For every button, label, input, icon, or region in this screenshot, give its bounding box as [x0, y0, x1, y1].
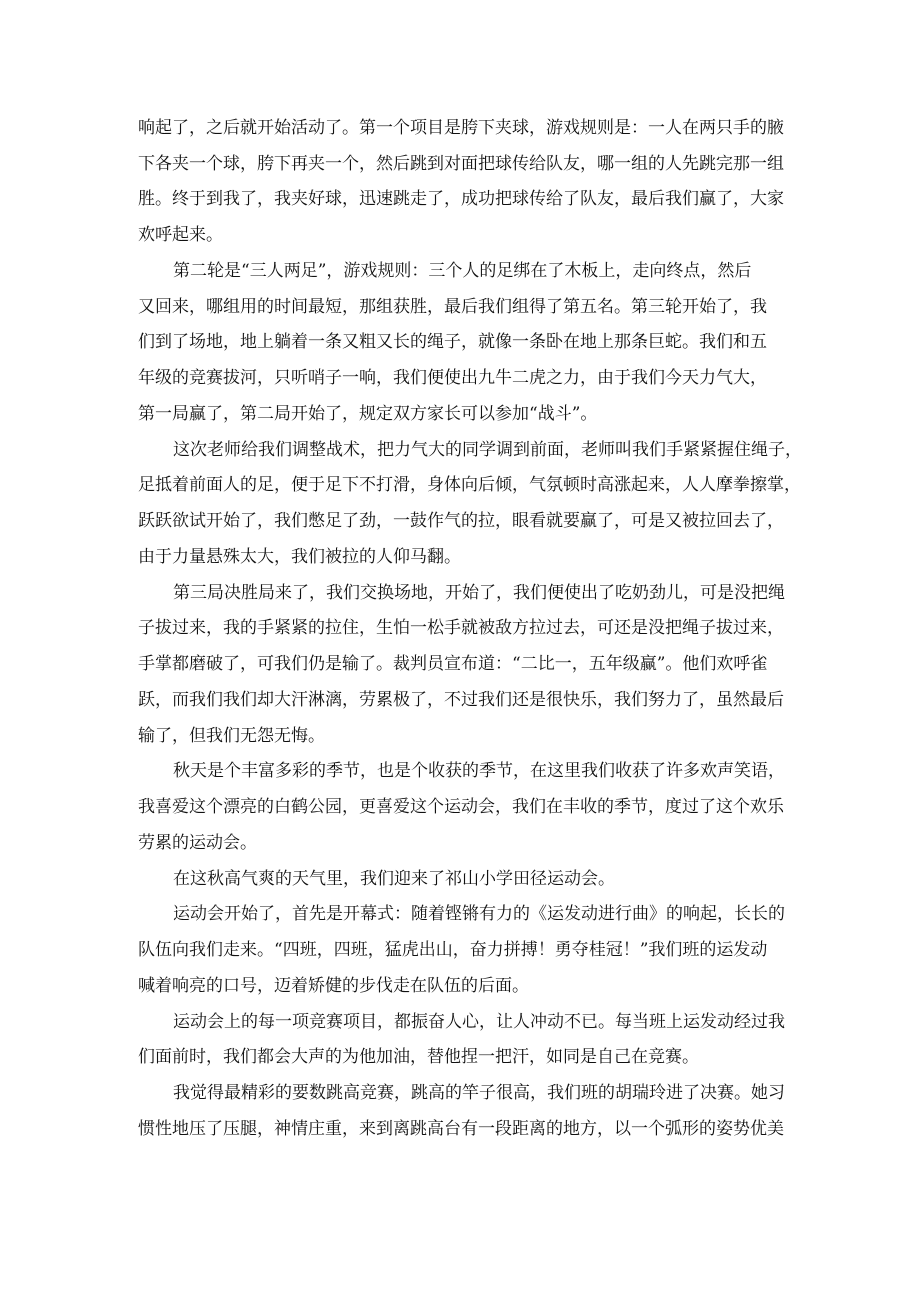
text-line: 第一局赢了，第二局开始了，规定双方家长可以参加“战斗”。 [138, 404, 598, 424]
text-line: 胜。终于到我了，我夹好球，迅速跳走了，成功把球传给了队友，最后我们赢了，大家 [138, 189, 784, 209]
text-line: 子拔过来，我的手紧紧的拉住，生怕一松手就被敌方拉过去，可还是没把绳子拔过来， [138, 618, 784, 638]
text-line: 由于力量悬殊太大，我们被拉的人仰马翻。 [138, 547, 461, 567]
text-line: 我喜爱这个漂亮的白鹤公园，更喜爱这个运动会，我们在丰收的季节，度过了这个欢乐 [138, 797, 784, 817]
paragraph-first-line: 这次老师给我们调整战术，把力气大的同学调到前面，老师叫我们手紧紧握住绳子， [173, 440, 802, 460]
text-line: 下各夹一个球，胯下再夹一个，然后跳到对面把球传给队友，哪一组的人先跳完那一组 [138, 154, 784, 174]
text-line: 手掌都磨破了，可我们仍是输了。裁判员宣布道：“二比一，五年级赢”。他们欢呼雀 [138, 654, 768, 674]
paragraph-first-line: 运动会上的每一项竞赛项目，都振奋人心，让人冲动不已。每当班上运发动经过我 [173, 1012, 785, 1032]
text-line: 劳累的运动会。 [138, 833, 257, 853]
text-line: 输了，但我们无怨无悔。 [138, 726, 325, 746]
text-line: 们到了场地，地上躺着一条又粗又长的绳子，就像一条卧在地上那条巨蛇。我们和五 [138, 332, 767, 352]
text-line: 足抵着前面人的足，便于足下不打滑，身体向后倾，气氛顿时高涨起来，人人摩拳擦掌， [138, 475, 801, 495]
paragraph-first-line: 第三局决胜局来了，我们交换场地，开始了，我们便使出了吃奶劲儿，可是没把绳 [173, 583, 785, 603]
text-line: 喊着响亮的口号，迈着矫健的步伐走在队伍的后面。 [138, 976, 529, 996]
paragraph-first-line: 第二轮是“三人两足”，游戏规则：三个人的足绑在了木板上，走向终点，然后 [173, 261, 752, 281]
text-line: 响起了，之后就开始活动了。第一个项目是胯下夹球，游戏规则是：一人在两只手的腋 [138, 118, 784, 138]
text-line: 又回来，哪组用的时间最短，那组获胜，最后我们组得了第五名。第三轮开始了，我 [138, 297, 767, 317]
text-line: 跃跃欲试开始了，我们憋足了劲，一鼓作气的拉，眼看就要赢了，可是又被拉回去了， [138, 511, 784, 531]
paragraph-first-line: 我觉得最精彩的要数跳高竞赛，跳高的竿子很高，我们班的胡瑞玲进了决赛。她习 [173, 1083, 785, 1103]
text-line: 跃，而我们我们却大汗淋漓，劳累极了，不过我们还是很快乐，我们努力了，虽然最后 [138, 690, 784, 710]
text-line: 队伍向我们走来。“四班，四班，猛虎出山，奋力拼搏！勇夺桂冠！”我们班的运发动 [138, 940, 768, 960]
paragraph-first-line: 秋天是个丰富多彩的季节，也是个收获的季节，在这里我们收获了许多欢声笑语， [173, 761, 785, 781]
text-line: 们面前时，我们都会大声的为他加油，替他捏一把汗，如同是自己在竞赛。 [138, 1047, 699, 1067]
text-line: 欢呼起来。 [138, 225, 223, 245]
paragraph-first-line: 运动会开始了，首先是开幕式：随着铿锵有力的《运发动进行曲》的响起，长长的 [173, 904, 785, 924]
text-line: 惯性地压了压腿，神情庄重，来到离跳高台有一段距离的地方，以一个弧形的姿势优美 [138, 1119, 784, 1139]
text-line: 年级的竞赛拔河，只听哨子一响，我们便使出九牛二虎之力，由于我们今天力气大， [138, 368, 767, 388]
paragraph-first-line: 在这秋高气爽的天气里，我们迎来了祁山小学田径运动会。 [173, 869, 615, 889]
